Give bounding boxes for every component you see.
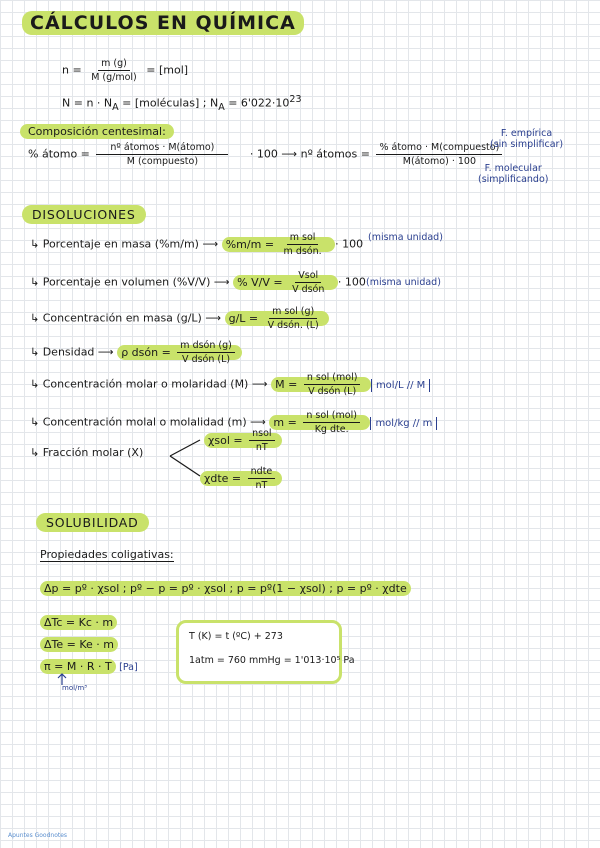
- conversion-temperature: T (K) = t (ºC) + 273: [189, 631, 283, 642]
- row-fraccion-molar: ↳ Fracción molar (X): [30, 446, 144, 459]
- row-concentracion-masa: ↳ Concentración en masa (g/L) ⟶ g/L = $\frac{\text{m sol (g)}}{\text{V dsón. (L)}}$: [30, 306, 329, 331]
- formula-composicion: % átomo = $\frac{\text{nº átomos · M(átomo)}}{\text{M (compuesto)}}$ · 100 ⟶ nº átomos = $\frac{\text{\% átomo · M(compuesto)}}{\text{M(átomo) · 100}}$: [28, 142, 505, 167]
- formula-ebulloscopia: ΔTe = Ke · m: [40, 638, 118, 651]
- fraction-moles: $\frac{m (g)}{\text{M (g/mol)}}$: [91, 58, 137, 83]
- note-misma-unidad-1: (misma unidad): [368, 232, 443, 243]
- propiedades-coligativas-heading: Propiedades coligativas:: [40, 548, 174, 561]
- fraction-composicion-1: $\frac{\text{nº átomos · M(átomo)}}{\text{M (compuesto)}}$: [96, 142, 228, 167]
- formula-fraccion-disolvente: χdte = $\frac{\text{ndte}}{nT}$: [200, 466, 282, 491]
- row-porcentaje-volumen: ↳ Porcentaje en volumen (%V/V) ⟶ % V/V = $\frac{\text{Vsol}}{\text{V dsón}}$ · 100: [30, 270, 366, 295]
- note-formula-molecular: F. molecular (simplificando): [478, 163, 549, 185]
- conversion-pressure: 1atm = 760 mmHg = 1'013·10⁵ Pa: [189, 655, 355, 666]
- solubilidad-heading: SOLUBILIDAD: [36, 512, 149, 531]
- note-formula-empirica: F. empírica (sin simplificar): [490, 128, 564, 150]
- footer-watermark: Apuntes Goodnotes: [8, 832, 68, 839]
- page-title: CÁLCULOS EN QUÍMICA: [22, 12, 304, 34]
- formula-particles: $N = n \cdot N_A$ = [moléculas] ; $N_A = 6'022\cdot 10^{23}$: [62, 94, 302, 113]
- formula-fraccion-soluto: χsol = $\frac{\text{nsol}}{nT}$: [204, 428, 282, 453]
- composicion-heading: Composición centesimal:: [20, 125, 174, 138]
- note-misma-unidad-2: (misma unidad): [366, 277, 441, 288]
- unit-molaridad: mol/L // M: [371, 379, 430, 392]
- formula-crioscopia: ΔTc = Kc · m: [40, 616, 117, 629]
- row-porcentaje-masa: ↳ Porcentaje en masa (%m/m) ⟶ %m/m = $\frac{\text{m sol}}{\text{m dsón.}}$ · 100: [30, 232, 364, 257]
- formula-moles: n = $\frac{m (g)}{\text{M (g/mol)}}$ = [mol]: [62, 58, 189, 83]
- branch-arrows: [168, 436, 204, 480]
- note-mol-m3: mol/m³: [62, 684, 88, 692]
- row-molaridad: ↳ Concentración molar o molaridad (M) ⟶ M = $\frac{\text{n sol (mol)}}{\text{V dsón (L)}}$ mol/L // M: [30, 372, 430, 397]
- row-molalidad: ↳ Concentración molal o molalidad (m) ⟶ m = $\frac{\text{n sol (mol)}}{\text{Kg dte.}}$ mol/kg // m: [30, 410, 437, 435]
- unit-molalidad: mol/kg // m: [370, 417, 437, 430]
- fraction-composicion-2: $\frac{\text{\% átomo · M(compuesto)}}{\text{M(átomo) · 100}}$: [376, 142, 502, 167]
- formula-presion-vapor: Δp = pº · χsol ; pº − p = pº · χsol ; p = pº(1 − χsol) ; p = pº · χdte: [40, 582, 411, 595]
- row-densidad: ↳ Densidad ⟶ ρ dsón = $\frac{\text{m dsón (g)}}{\text{V dsón (L)}}$: [30, 340, 242, 365]
- conversion-box: [176, 620, 355, 684]
- formula-presion-osmotica: π = M · R · T [Pa]: [40, 660, 138, 673]
- disoluciones-heading: DISOLUCIONES: [22, 204, 146, 223]
